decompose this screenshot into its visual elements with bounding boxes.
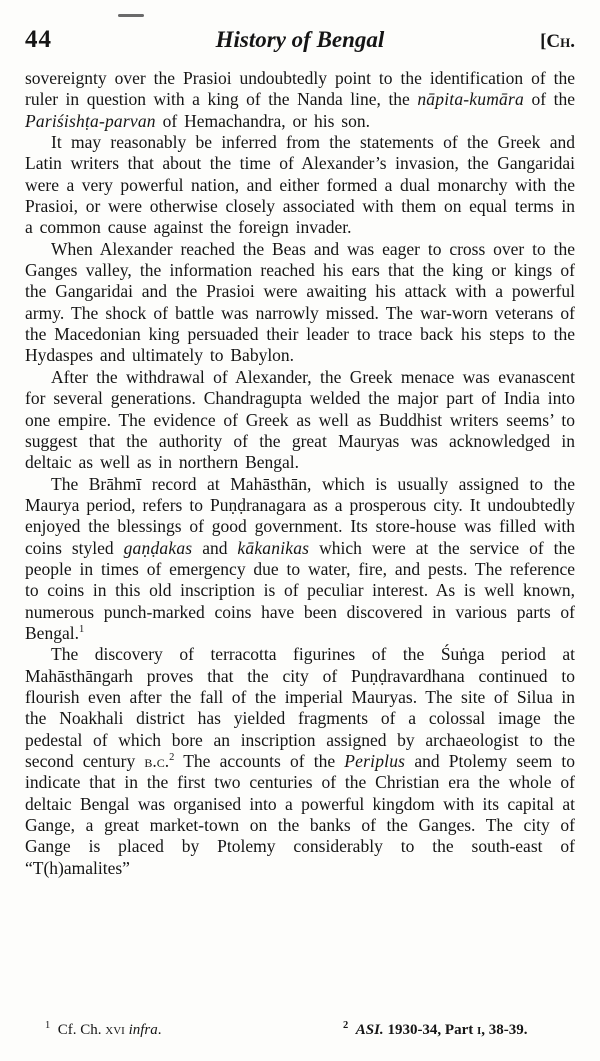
page-body: [25, 68, 575, 879]
chapter-mark: [Ch.: [540, 31, 575, 52]
page-number: 44: [25, 26, 52, 53]
paragraph-1: sovereignty over the Prasioi undoubtedly point to the identification of the ruler in question with a king of the Nanda line, the nāpita-kumāra of the Pariśishṭa-parvan of Hemachandra, or his son.: [25, 68, 575, 131]
paragraph-2: It may reasonably be inferred from the statements of the Greek and Latin writers that about the time of Alexander’s invasion, the Gangaridai were a very powerful nation, and either formed a dual monarchy with the Prasioi, or were otherwise closely associated with them on equal terms in a common cause against the foreign invader.: [25, 132, 575, 238]
paragraph-6: The discovery of terracotta figurines of the Śuṅga period at Mahāsthāngarh proves that the city of Puṇḍravardhana continued to flourish even after the fall of the imperial Mauryas. The site of Silua in the Noakhali district has yielded fragments of a colossal image the pedestal of which bore an inscription assigned by archaeologist to the second century b.c.$^2$ The accounts of the Periplus and Ptolemy seem to indicate that in the first two centuries of the Christian era the whole of deltaic Bengal was organised into a powerful kingdom with its capital at Gange, a great market-town on the banks of the Ganges. The city of Gange is placed by Ptolemy considerably to the south-east of “T(h)amalites”: [25, 644, 575, 878]
page-header: [25, 26, 575, 54]
paragraph-5: The Brāhmī record at Mahāsthān, which is usually assigned to the Maurya period, refers to Puṇḍranagara as a prosperous city. It undoubtedly enjoyed the blessings of good government. Its store-house was filled with coins styled gaṇḍakas and kākanikas which were at the service of the people in times of emergency due to water, fire, and pests. The reference to coins in this old inscription is of peculiar interest. As is well known, numerous punch-marked coins have been discovered in various parts of Bengal.$^1$: [25, 473, 575, 643]
running-title: History of Bengal: [215, 27, 385, 52]
paragraph-3: When Alexander reached the Beas and was eager to cross over to the Ganges valley, the information reached his ears that the king or kings of the Gangaridai and the Prasioi were awaiting his attack with a powerful army. The shock of battle was narrowly missed. The war-worn veterans of the Macedonian king persuaded their leader to trace back his steps to the Hydaspes and ultimately to Babylon.: [25, 238, 575, 366]
scan-artifact-mark: [118, 14, 144, 17]
footnote-1: $^1$ Cf. Ch. xvi infra.: [45, 1020, 162, 1038]
footnotes: [0, 1022, 600, 1052]
footnote-2: $^2$ ASI. 1930-34, Part i, 38-39.: [343, 1020, 528, 1038]
paragraph-4: After the withdrawal of Alexander, the Greek menace was evanascent for several generations. Chandragupta welded the major part of India into one empire. The evidence of Greek as well as Buddhist writers seems’ to suggest that the authority of the great Mauryas was acknowledged in deltaic as well as in northern Bengal.: [25, 366, 575, 473]
